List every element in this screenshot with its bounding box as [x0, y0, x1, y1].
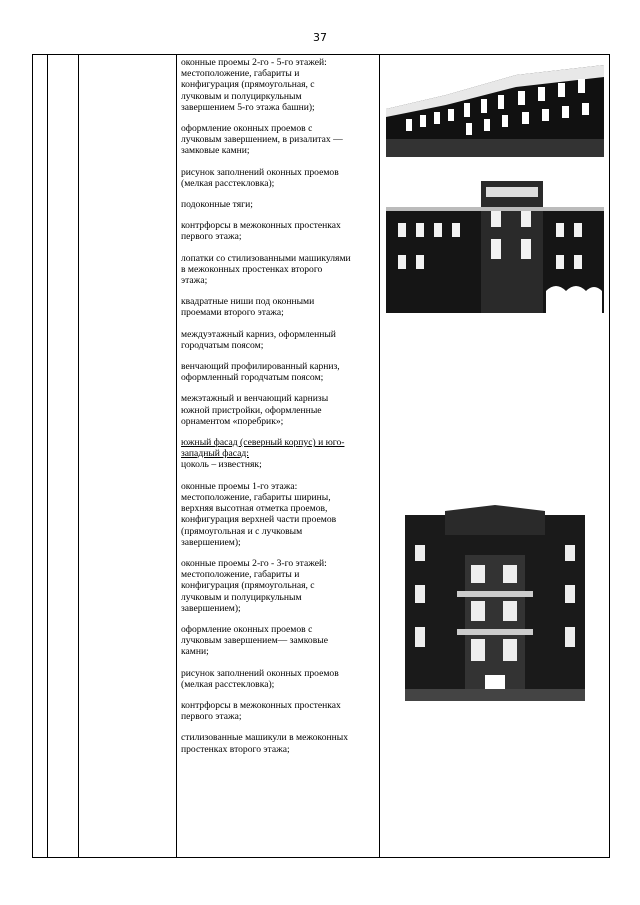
list-item: [181, 329, 381, 351]
photo-building-facade-long: [386, 57, 604, 157]
text-line: лучковым и полуциркульным: [181, 90, 302, 102]
list-item: [181, 437, 381, 471]
section-heading-line: западный фасад:: [181, 448, 249, 460]
text-line: рисунок заполнений оконных проемов: [181, 667, 339, 679]
text-line: местоположение, габариты ширины,: [181, 491, 331, 503]
list-item: [181, 253, 381, 287]
text-line: орнаментом «поребрик»;: [181, 415, 284, 427]
list-item: [181, 668, 381, 690]
text-line: простенках второго этажа;: [181, 743, 290, 755]
text-line: завершением 5-го этажа башни);: [181, 101, 315, 113]
text-line: конфигурация (прямоугольная, с: [181, 79, 315, 91]
text-line: оконные проемы 2-го - 5-го этажей:: [181, 57, 327, 68]
page-number: 37: [313, 31, 327, 44]
text-line: конфигурация (прямоугольная, с: [181, 580, 315, 592]
text-line: межэтажный и венчающий карнизы: [181, 393, 329, 405]
list-item: [181, 732, 381, 754]
text-line: стилизованные машикули в межоконных: [181, 732, 348, 744]
table-column-divider-1: [47, 55, 48, 857]
text-line: камни;: [181, 646, 209, 658]
section-heading-line: южный фасад (северный корпус) и юго-: [181, 437, 345, 449]
text-line: оформленный городчатым поясом;: [181, 372, 324, 384]
text-line: этажа;: [181, 275, 208, 287]
text-line: лучковым и полуциркульным: [181, 591, 302, 603]
heritage-table: [32, 54, 610, 858]
list-item: [181, 296, 381, 318]
text-line: местоположение, габариты и: [181, 68, 300, 80]
table-column-divider-2: [78, 55, 79, 857]
text-line: оформление оконных проемов с: [181, 123, 313, 135]
protected-elements-list: [181, 57, 381, 765]
courtyard-facade-image: [405, 505, 585, 701]
text-line: завершением);: [181, 602, 241, 614]
text-line: городчатым поясом;: [181, 339, 264, 351]
text-line: (мелкая расстекловка);: [181, 678, 275, 690]
text-line: лучковым завершением, в ризалитах —: [181, 134, 343, 146]
table-column-divider-3: [176, 55, 177, 857]
text-line: конфигурация верхней части проемов: [181, 514, 337, 526]
text-line: (прямоугольная и с лучковым: [181, 525, 303, 537]
list-item: [181, 558, 381, 614]
text-line: (мелкая расстекловка);: [181, 177, 275, 189]
list-item: [181, 220, 381, 242]
text-line: венчающий профилированный карниз,: [181, 361, 340, 373]
text-line: лопатки со стилизованными машикулями: [181, 252, 351, 264]
text-line: южной пристройки, оформленные: [181, 404, 322, 416]
text-line: местоположение, габариты и: [181, 569, 300, 581]
facade-tower-image: [386, 173, 604, 313]
text-line: цоколь – известняк;: [181, 459, 262, 471]
list-item: [181, 199, 381, 210]
list-item: [181, 481, 381, 548]
text-line: первого этажа;: [181, 231, 242, 243]
text-line: замковые камни;: [181, 145, 250, 157]
text-line: лучковым завершением— замковые: [181, 635, 328, 647]
text-line: квадратные ниши под оконными: [181, 296, 315, 308]
text-line: в межоконных простенках второго: [181, 263, 323, 275]
list-item: [181, 123, 381, 157]
list-item: [181, 393, 381, 427]
text-line: завершением);: [181, 536, 241, 548]
facade-long-image: [386, 57, 604, 157]
text-line: контрфорсы в межоконных простенках: [181, 699, 341, 711]
text-line: оформление оконных проемов с: [181, 623, 313, 635]
text-line: междуэтажный карниз, оформленный: [181, 328, 336, 340]
text-line: рисунок заполнений оконных проемов: [181, 166, 339, 178]
list-item: [181, 361, 381, 383]
list-item: [181, 624, 381, 658]
text-line: оконные проемы 2-го - 3-го этажей:: [181, 557, 327, 569]
list-item: [181, 700, 381, 722]
text-line: первого этажа;: [181, 711, 242, 723]
text-line: проемами второго этажа;: [181, 307, 284, 319]
text-line: оконные проемы 1-го этажа:: [181, 480, 298, 492]
list-item: [181, 57, 381, 113]
list-item: [181, 167, 381, 189]
text-line: верхняя высотная отметка проемов,: [181, 503, 328, 515]
text-line: подоконные тяги;: [181, 199, 253, 211]
photo-building-courtyard-facade: [405, 505, 585, 701]
photo-building-facade-tower: [386, 173, 604, 313]
text-line: контрфорсы в межоконных простенках: [181, 220, 341, 232]
